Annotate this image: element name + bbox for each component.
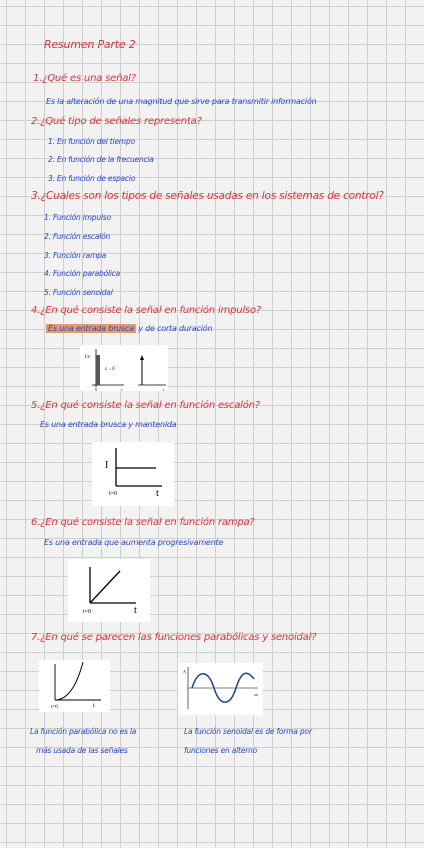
answer-1: Es la alteración de una magnitud que sirve para transmitir información <box>46 97 317 106</box>
answer-4 <box>46 324 212 333</box>
note-sine-1: La función senoidal es de forma por <box>184 727 312 736</box>
note-parabolic-2: más usada de las señales <box>36 746 128 755</box>
t0-label: t=0 <box>51 705 58 710</box>
origin-label: 0 <box>95 387 97 391</box>
question-1: 1.¿Qué es una señal? <box>33 73 136 84</box>
list-item: 3. Función rampa <box>44 251 107 260</box>
list-item: 5. Función senoidal <box>44 288 113 297</box>
impulse-height-label: 1/ε <box>84 355 90 360</box>
parabolic-figure <box>39 660 110 712</box>
sine-figure <box>178 663 263 715</box>
question-6: 6.¿En qué consiste la señal en función rampa? <box>31 517 255 528</box>
t0-label: t=0 <box>83 609 92 615</box>
t-axis-label: t <box>134 605 137 616</box>
question-4: 4.¿En qué consiste la señal en función impulso? <box>31 305 261 316</box>
list-item: 1. Función impulso <box>44 213 111 222</box>
question-2: 2.¿Qué tipo de señales representa? <box>31 116 202 127</box>
impulse-figure <box>80 345 168 391</box>
list-item: 4. Función parabólica <box>44 269 121 278</box>
t-axis-label: t <box>93 703 95 709</box>
step-figure <box>92 442 174 506</box>
note-sine-2: funciones en alterno <box>184 746 258 755</box>
highlighted-text: Es una entrada brusca <box>48 324 134 333</box>
page-title: Resumen Parte 2 <box>44 38 136 51</box>
ramp-figure <box>68 559 150 622</box>
list-item: 2. En función de la frecuencia <box>48 155 154 164</box>
answer-4-rest: y de corta duración <box>138 324 213 333</box>
epsilon-label: ε→0 <box>105 367 115 372</box>
t0-label: t=0 <box>109 491 118 497</box>
t-axis-label: t <box>163 387 165 391</box>
note-parabolic-1: La función parabólica no es la <box>30 727 137 736</box>
question-7: 7.¿En qué se parecen las funciones parabólicas y senoidal? <box>31 632 317 643</box>
t-axis-label: t <box>121 387 123 391</box>
list-item: 1. En función del tiempo <box>48 137 135 146</box>
step-level-label: I <box>105 460 109 471</box>
t-axis-label: t <box>156 488 159 499</box>
amplitude-label: A <box>183 669 186 674</box>
question-5: 5.¿En qué consiste la señal en función escalón? <box>31 400 260 411</box>
question-3: 3.¿Cuales son los tipos de señales usadas en los sistemas de control? <box>31 190 384 202</box>
list-item: 3. En función de espacio <box>48 174 136 183</box>
answer-6: Es una entrada que aumenta progresivamente <box>44 538 224 547</box>
answer-5: Es una entrada brusca y mantenida <box>40 420 177 429</box>
wt-axis-label: ωt <box>254 692 258 697</box>
list-item: 2. Función escalón <box>44 232 111 241</box>
